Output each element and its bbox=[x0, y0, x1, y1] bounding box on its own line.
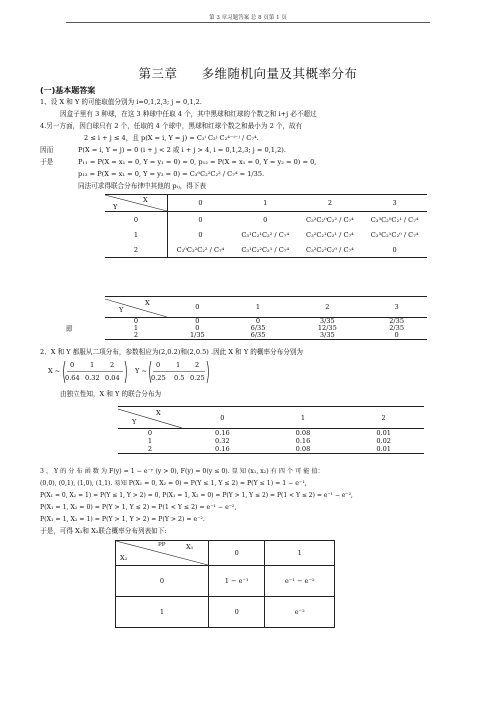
table3-cell: 0.01 bbox=[376, 429, 391, 437]
table3-ylabel: Y bbox=[132, 418, 137, 426]
joint-table-combinatorial bbox=[105, 194, 427, 258]
table2-diagonal bbox=[105, 297, 167, 317]
chapter-number: 第三章 bbox=[138, 66, 178, 81]
table2-cell: 2/35 bbox=[389, 317, 405, 325]
x-dist-prob: 0.32 bbox=[85, 374, 100, 382]
table1-cell: C₃⁰C₂²C₂² / C₇⁴ bbox=[168, 242, 233, 258]
y-dist-label: Y ~ bbox=[135, 367, 147, 375]
table1-cell: 0 bbox=[362, 242, 427, 258]
table3-cell: 0.08 bbox=[263, 445, 344, 454]
table1-col-header: 3 bbox=[362, 195, 427, 212]
table1-ylabel: Y bbox=[113, 203, 118, 211]
chapter-name: 多维随机向量及其概率分布 bbox=[201, 66, 358, 81]
table1-col-header: 2 bbox=[298, 195, 363, 212]
table4-cell: e⁻² bbox=[265, 597, 335, 628]
p1-line5-prefix: 因而 bbox=[40, 146, 54, 154]
x-dist-value: 2 bbox=[110, 361, 115, 369]
y-dist-value: 0 bbox=[156, 361, 161, 369]
table1-cell: 0 bbox=[198, 215, 203, 224]
table1-row bbox=[105, 227, 427, 242]
table3-col-header: 0 bbox=[182, 407, 263, 429]
p1-line6: P₁₁ = P(X = x₁ = 0, Y = y₁ = 0) = 0, p₁₂ = P(X = x₁ = 0, Y = y₂ = 0) = 0, bbox=[78, 158, 317, 166]
table4-cell: 0 bbox=[209, 597, 265, 628]
x-dist-label: X ~ bbox=[48, 367, 61, 375]
table1-row bbox=[105, 212, 427, 228]
table2-row-label: 2 bbox=[105, 332, 167, 340]
table2-col-header: 3 bbox=[366, 297, 427, 318]
y-dist-prob: 0.5 bbox=[174, 374, 185, 382]
section-heading: (一)基本题答案 bbox=[40, 86, 96, 95]
table3-cell: 0.08 bbox=[295, 429, 311, 437]
p1-line2: 因盒子里有 3 种球，在这 3 种球中任取 4 个，其中黑球和红球的个数之和 i+j 必不超过 bbox=[60, 110, 317, 118]
table1-xlabel: X bbox=[143, 196, 148, 204]
table1-col-header: 0 bbox=[168, 195, 233, 212]
table1-cell: C₃²C₂²C₂⁰ / C₇⁴ bbox=[298, 242, 363, 258]
table2-cell: 6/35 bbox=[228, 332, 289, 340]
table1-cell: C₃¹C₂²C₂¹ / C₇⁴ bbox=[233, 242, 298, 258]
table3-cell: 0.16 bbox=[295, 437, 311, 445]
table1-row bbox=[105, 242, 427, 258]
table2-col-header: 1 bbox=[228, 297, 289, 318]
table1-row-label: 1 bbox=[105, 227, 168, 242]
p3-line4: P(X₁ = 1, X₂ = 0) = P(Y > 1, Y ≤ 2) = P(1 < Y ≤ 2) = e⁻¹ − e⁻², bbox=[40, 504, 237, 511]
table2-cell: 3/35 bbox=[288, 332, 366, 340]
table3-cell: 0.02 bbox=[376, 437, 391, 445]
x-dist-prob: 0.04 bbox=[105, 374, 120, 382]
table2-prefix: 即 bbox=[66, 325, 73, 333]
joint-table-x1-x2 bbox=[115, 540, 335, 628]
p3-line3: P(X₁ = 0, X₂ = 1) = P(Y ≤ 1, Y > 2) = 0, P(X₁ = 1, X₂ = 0) = P(Y > 1, Y ≤ 2) = P(1 < Y ≤ 2) = e⁻¹ − e⁻², bbox=[40, 492, 353, 499]
table1-col-header: 1 bbox=[233, 195, 298, 212]
table2-cell: 0 bbox=[195, 317, 200, 325]
table4-col-header: 0 bbox=[209, 541, 265, 566]
p1-line4: 2 ≤ i + j ≤ 4，且 p(X = i, Y = j) = C₃ⁱ C₂ʲ C₂⁴⁻ⁱ⁻ʲ / C₇⁴. bbox=[84, 134, 259, 142]
page-header: 第 3 章习题答案 总 8 页第 1 页 bbox=[209, 15, 287, 21]
table3-row-label: 2 bbox=[118, 445, 182, 454]
table2-cell: 0 bbox=[195, 324, 200, 332]
table4-ylabel: X₂ bbox=[120, 554, 128, 562]
table3-col-header: 1 bbox=[263, 407, 344, 429]
y-dist-prob: 0.25 bbox=[151, 374, 166, 382]
table2-ylabel: Y bbox=[119, 306, 124, 314]
table3-row bbox=[118, 429, 424, 438]
table2-cell: 1/35 bbox=[167, 332, 228, 340]
p1-line5: P(X = i, Y = j) = 0 (i + j < 2 或 i + j > 4, i = 0,1,2,3; j = 0,1,2). bbox=[78, 146, 286, 154]
y-dist-value: 2 bbox=[195, 361, 200, 369]
table1-cell: 0 bbox=[263, 215, 268, 224]
p2-line1: 2、X 和 Y 都服从二项分布，参数相应为(2,0.2)和(2,0.5) .因此 X 和 Y 的概率分布分别为 bbox=[40, 348, 304, 356]
table3-cell: 0.16 bbox=[182, 445, 263, 454]
table1-corner bbox=[105, 195, 168, 212]
y-dist-prob: 0.25 bbox=[190, 374, 205, 382]
p1-line7: p₁₃ = P(X = x₁ = 0, Y = y₃ = 0) = C₃⁰C₂²C₂² / C₇⁴ = 1/35. bbox=[78, 170, 265, 178]
table2-cell: 0 bbox=[255, 317, 261, 325]
table3-xlabel: X bbox=[156, 409, 161, 417]
table4-corner-label: PP bbox=[158, 542, 166, 548]
table4-row bbox=[116, 597, 335, 628]
p3-line2: (0,0), (0,1), (1,0), (1,1). 易知 P(X₁ = 0, X₂ = 0) = P(Y ≤ 1, Y ≤ 2) = P(Y ≤ 1) = 1 − e⁻¹, bbox=[40, 480, 307, 487]
table2-cell: 3/35 bbox=[319, 317, 335, 325]
table1-cell: C₃³C₂¹C₂⁰ / C₇⁴ bbox=[370, 230, 419, 239]
table2-row bbox=[105, 318, 427, 326]
table4-row-label: 0 bbox=[116, 566, 209, 597]
table3-row-label: 0 bbox=[147, 429, 153, 437]
table4-row bbox=[116, 566, 335, 597]
table2-xlabel: X bbox=[145, 299, 150, 307]
p1-line3: 4.另一方面，因白球只有 2 个，任取的 4 个球中，黑球和红球个数之和最小为 2 个，故有 bbox=[40, 122, 303, 130]
table4-cell: e⁻¹ − e⁻² bbox=[265, 566, 335, 597]
table3-row bbox=[118, 445, 424, 454]
table3-cell: 0.32 bbox=[214, 437, 230, 445]
x-dist-value: 0 bbox=[70, 361, 75, 369]
x-dist-value: 1 bbox=[90, 361, 95, 369]
table2-row bbox=[105, 332, 427, 340]
table4-cell: 1 − e⁻¹ bbox=[209, 566, 265, 597]
table2-col-header: 2 bbox=[288, 297, 366, 318]
joint-table-binomial bbox=[118, 406, 424, 454]
table1-row-label: 2 bbox=[105, 242, 168, 258]
table4-xlabel: X₁ bbox=[186, 543, 194, 551]
joint-table-fractions bbox=[105, 296, 427, 340]
table2-row-label: 1 bbox=[133, 324, 139, 332]
header-rule bbox=[66, 22, 430, 23]
x-dist-prob: 0.64 bbox=[65, 374, 80, 382]
table4-col-header: 1 bbox=[265, 541, 335, 566]
table3-row bbox=[118, 437, 424, 445]
table1-cell: C₃¹C₂¹C₂² / C₇⁴ bbox=[241, 230, 290, 239]
table2-corner bbox=[105, 297, 167, 318]
p2-line2: 由独立性知，X 和 Y 的联合分布为 bbox=[60, 390, 162, 398]
table1-cell: C₃²C₂⁰C₂² / C₇⁴ bbox=[306, 215, 354, 224]
p3-line6: 于是，可得 X₁和 X₂联合概率分布列表如下: bbox=[40, 527, 167, 535]
table2-col-header: 0 bbox=[167, 297, 228, 318]
table1-cell: 0 bbox=[198, 230, 203, 239]
table2-row-label: 0 bbox=[133, 317, 139, 325]
table1-cell: C₃³C₂⁰C₂¹ / C₇⁴ bbox=[370, 215, 419, 224]
table2-cell: 0 bbox=[366, 332, 427, 340]
table2-cell: 12/35 bbox=[317, 324, 337, 332]
p1-line1: 1、设 X 和 Y 的可能取值分别为 i=0,1,2,3; j = 0,1,2. bbox=[40, 98, 202, 106]
p3-line5: P(X₁ = 1, X₂ = 1) = P(Y > 1, Y > 2) = P(Y > 2) = e⁻². bbox=[40, 516, 205, 523]
table3-cell: 0.01 bbox=[343, 445, 424, 454]
table3-corner bbox=[118, 407, 182, 429]
table4-corner bbox=[116, 541, 209, 566]
table2-row bbox=[105, 325, 427, 332]
p3-line1: 3 、 Y 的 分 布 函 数 为 F(y) = 1 − e⁻ʸ (y > 0), F(y) = 0(y ≤ 0). 显 知 (x₁, x₂) 有 四 个 可 能 值： bbox=[40, 468, 324, 475]
table4-row-label: 1 bbox=[116, 597, 209, 628]
y-dist-value: 1 bbox=[176, 361, 181, 369]
table2-cell: 6/35 bbox=[250, 324, 266, 332]
table1-row-label: 0 bbox=[105, 212, 168, 228]
table3-cell: 0.16 bbox=[214, 429, 230, 437]
table3-diagonal bbox=[118, 407, 182, 428]
table3-col-header: 2 bbox=[343, 407, 424, 429]
table1-cell: C₃²C₂¹C₂¹ / C₇⁴ bbox=[306, 230, 354, 239]
p1-line8: 同法可求得联合分布律中其他的 pᵢⱼ，得下表 bbox=[78, 182, 207, 190]
table2-cell: 2/35 bbox=[389, 324, 405, 332]
table3-row-label: 1 bbox=[147, 437, 153, 445]
p1-line6-prefix: 于是 bbox=[40, 158, 54, 166]
chapter-title bbox=[0, 64, 496, 82]
